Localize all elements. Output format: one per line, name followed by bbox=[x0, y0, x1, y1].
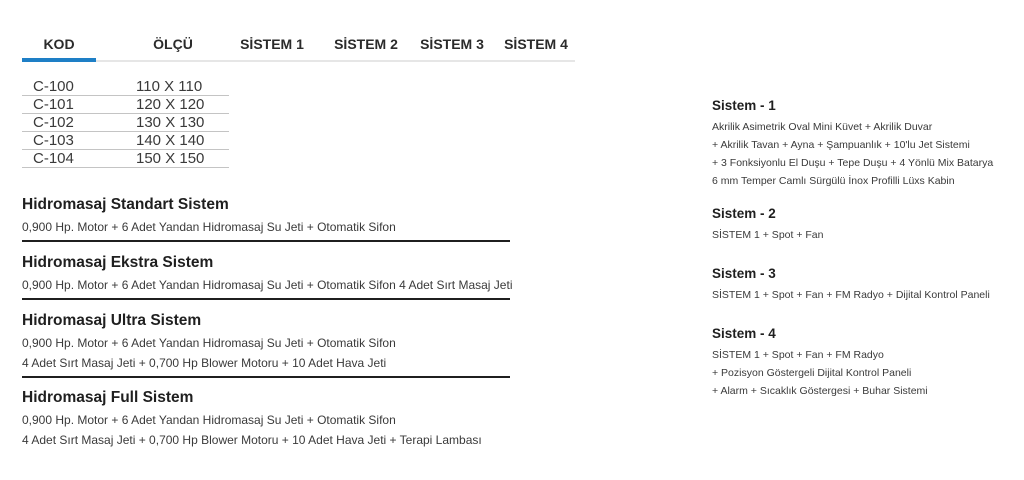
tab-kod[interactable]: KOD bbox=[43, 36, 75, 52]
package-full bbox=[22, 389, 510, 450]
code-cell: C-100 bbox=[22, 78, 136, 96]
package-title: Hidromasaj Ultra Sistem bbox=[22, 312, 202, 329]
package-title: Hidromasaj Ekstra Sistem bbox=[22, 254, 214, 271]
table-row bbox=[22, 78, 229, 96]
tab-sistem-1[interactable]: SİSTEM 1 bbox=[240, 36, 304, 52]
dimension-cell: 120 X 120 bbox=[136, 96, 229, 114]
system-4-block bbox=[712, 326, 1017, 400]
table-row bbox=[22, 96, 229, 114]
system-feature-line: SİSTEM 1 + Spot + Fan + FM Radyo bbox=[712, 349, 884, 361]
package-feature-line: 0,900 Hp. Motor + 6 Adet Yandan Hidromasaj Su Jeti + Otomatik Sifon bbox=[22, 413, 396, 427]
code-cell: C-104 bbox=[22, 150, 136, 168]
system-title: Sistem - 2 bbox=[712, 206, 776, 221]
package-ultra bbox=[22, 312, 510, 378]
package-feature-line: 4 Adet Sırt Masaj Jeti + 0,700 Hp Blower Motoru + 10 Adet Hava Jeti bbox=[22, 356, 387, 370]
system-feature-line: 6 mm Temper Camlı Sürgülü İnox Profilli Lüxs Kabin bbox=[712, 175, 955, 187]
package-standart bbox=[22, 196, 510, 242]
package-ekstra bbox=[22, 254, 513, 300]
code-cell: C-103 bbox=[22, 132, 136, 150]
system-feature-line: SİSTEM 1 + Spot + Fan bbox=[712, 229, 824, 241]
system-title: Sistem - 4 bbox=[712, 326, 776, 341]
system-1-block bbox=[712, 98, 1017, 190]
package-feature-line: 0,900 Hp. Motor + 6 Adet Yandan Hidromasaj Su Jeti + Otomatik Sifon bbox=[22, 220, 396, 234]
package-divider bbox=[22, 376, 510, 378]
dimension-cell: 150 X 150 bbox=[136, 150, 229, 168]
system-title: Sistem - 3 bbox=[712, 266, 776, 281]
size-table bbox=[22, 78, 229, 168]
package-title: Hidromasaj Standart Sistem bbox=[22, 196, 229, 213]
package-feature-line: 0,900 Hp. Motor + 6 Adet Yandan Hidromasaj Su Jeti + Otomatik Sifon 4 Adet Sırt Masaj Jeti bbox=[22, 278, 513, 292]
package-title: Hidromasaj Full Sistem bbox=[22, 389, 194, 406]
package-feature-line: 4 Adet Sırt Masaj Jeti + 0,700 Hp Blower Motoru + 10 Adet Hava Jeti + Terapi Lambası bbox=[22, 433, 482, 447]
dimension-cell: 140 X 140 bbox=[136, 132, 229, 150]
system-feature-line: + Akrilik Tavan + Ayna + Şampuanlık + 10'lu Jet Sistemi bbox=[712, 139, 970, 151]
system-feature-line: + Pozisyon Göstergeli Dijital Kontrol Paneli bbox=[712, 367, 912, 379]
tab-divider bbox=[96, 60, 575, 62]
system-2-block bbox=[712, 206, 1017, 244]
active-tab-indicator bbox=[22, 58, 96, 62]
package-divider bbox=[22, 298, 510, 300]
table-row bbox=[22, 150, 229, 168]
code-cell: C-101 bbox=[22, 96, 136, 114]
system-title: Sistem - 1 bbox=[712, 98, 776, 113]
system-feature-line: Akrilik Asimetrik Oval Mini Küvet + Akrilik Duvar bbox=[712, 121, 933, 133]
code-cell: C-102 bbox=[22, 114, 136, 132]
system-feature-line: + 3 Fonksiyonlu El Duşu + Tepe Duşu + 4 Yönlü Mix Batarya bbox=[712, 157, 994, 169]
package-divider bbox=[22, 240, 510, 242]
table-row bbox=[22, 132, 229, 150]
tab-sistem-4[interactable]: SİSTEM 4 bbox=[504, 36, 568, 52]
tab-olcu[interactable]: ÖLÇÜ bbox=[153, 36, 193, 52]
table-row bbox=[22, 114, 229, 132]
tab-sistem-3[interactable]: SİSTEM 3 bbox=[420, 36, 484, 52]
system-feature-line: SİSTEM 1 + Spot + Fan + FM Radyo + Dijital Kontrol Paneli bbox=[712, 289, 990, 301]
system-3-block bbox=[712, 266, 1017, 304]
dimension-cell: 130 X 130 bbox=[136, 114, 229, 132]
tab-bar bbox=[22, 30, 575, 66]
package-feature-line: 0,900 Hp. Motor + 6 Adet Yandan Hidromasaj Su Jeti + Otomatik Sifon bbox=[22, 336, 396, 350]
tab-sistem-2[interactable]: SİSTEM 2 bbox=[334, 36, 398, 52]
system-feature-line: + Alarm + Sıcaklık Göstergesi + Buhar Sistemi bbox=[712, 385, 928, 397]
dimension-cell: 110 X 110 bbox=[136, 78, 229, 96]
